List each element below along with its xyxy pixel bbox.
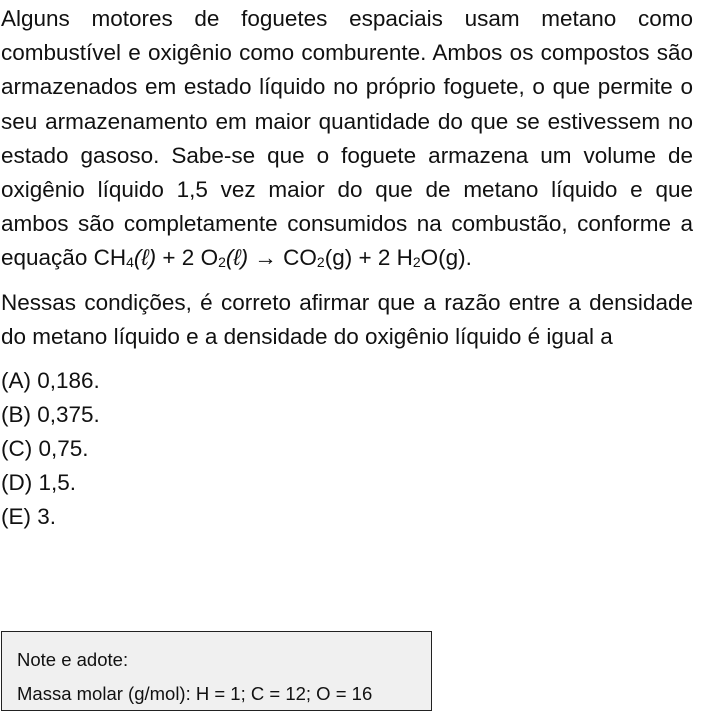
note-box [1, 631, 432, 711]
question-block [1, 0, 693, 534]
option-c[interactable]: (C) 0,75. [1, 436, 89, 462]
question-paragraph-1 [1, 2, 693, 276]
note-title: Note e adote: [17, 649, 129, 670]
option-e[interactable]: (E) 3. [1, 504, 57, 530]
note-content: Massa molar (g/mol): H = 1; C = 12; O = 16 [17, 683, 373, 704]
answer-options [1, 364, 693, 534]
reaction-equation: $CH_4(\ell) + 2$ $O_2(\ell) \to CO_2(g) + 2$ $H_2O(g)$. [93, 245, 472, 271]
option-d[interactable]: (D) 1,5. [1, 470, 77, 496]
option-a[interactable]: (A) 0,186. [1, 368, 100, 394]
paragraph-1-text: Alguns motores de foguetes espaciais usam metano como combustível e oxigênio como comburente. Ambos os compostos são armazenados em estado líquido no próprio foguete, o que permite o seu armazenamento em maior quantidade do que se estivessem no estado gasoso. Sabe-se que o foguete armazena um volume de oxigênio líquido 1,5 vez maior do que de metano líquido e que ambos são completamente consumidos na combustão, conforme a equação [1, 6, 693, 271]
option-b[interactable]: (B) 0,375. [1, 402, 100, 428]
question-paragraph-2: Nessas condições, é correto afirmar que a razão entre a densidade do metano líquido e a densidade do oxigênio líquido é igual a [1, 289, 693, 349]
